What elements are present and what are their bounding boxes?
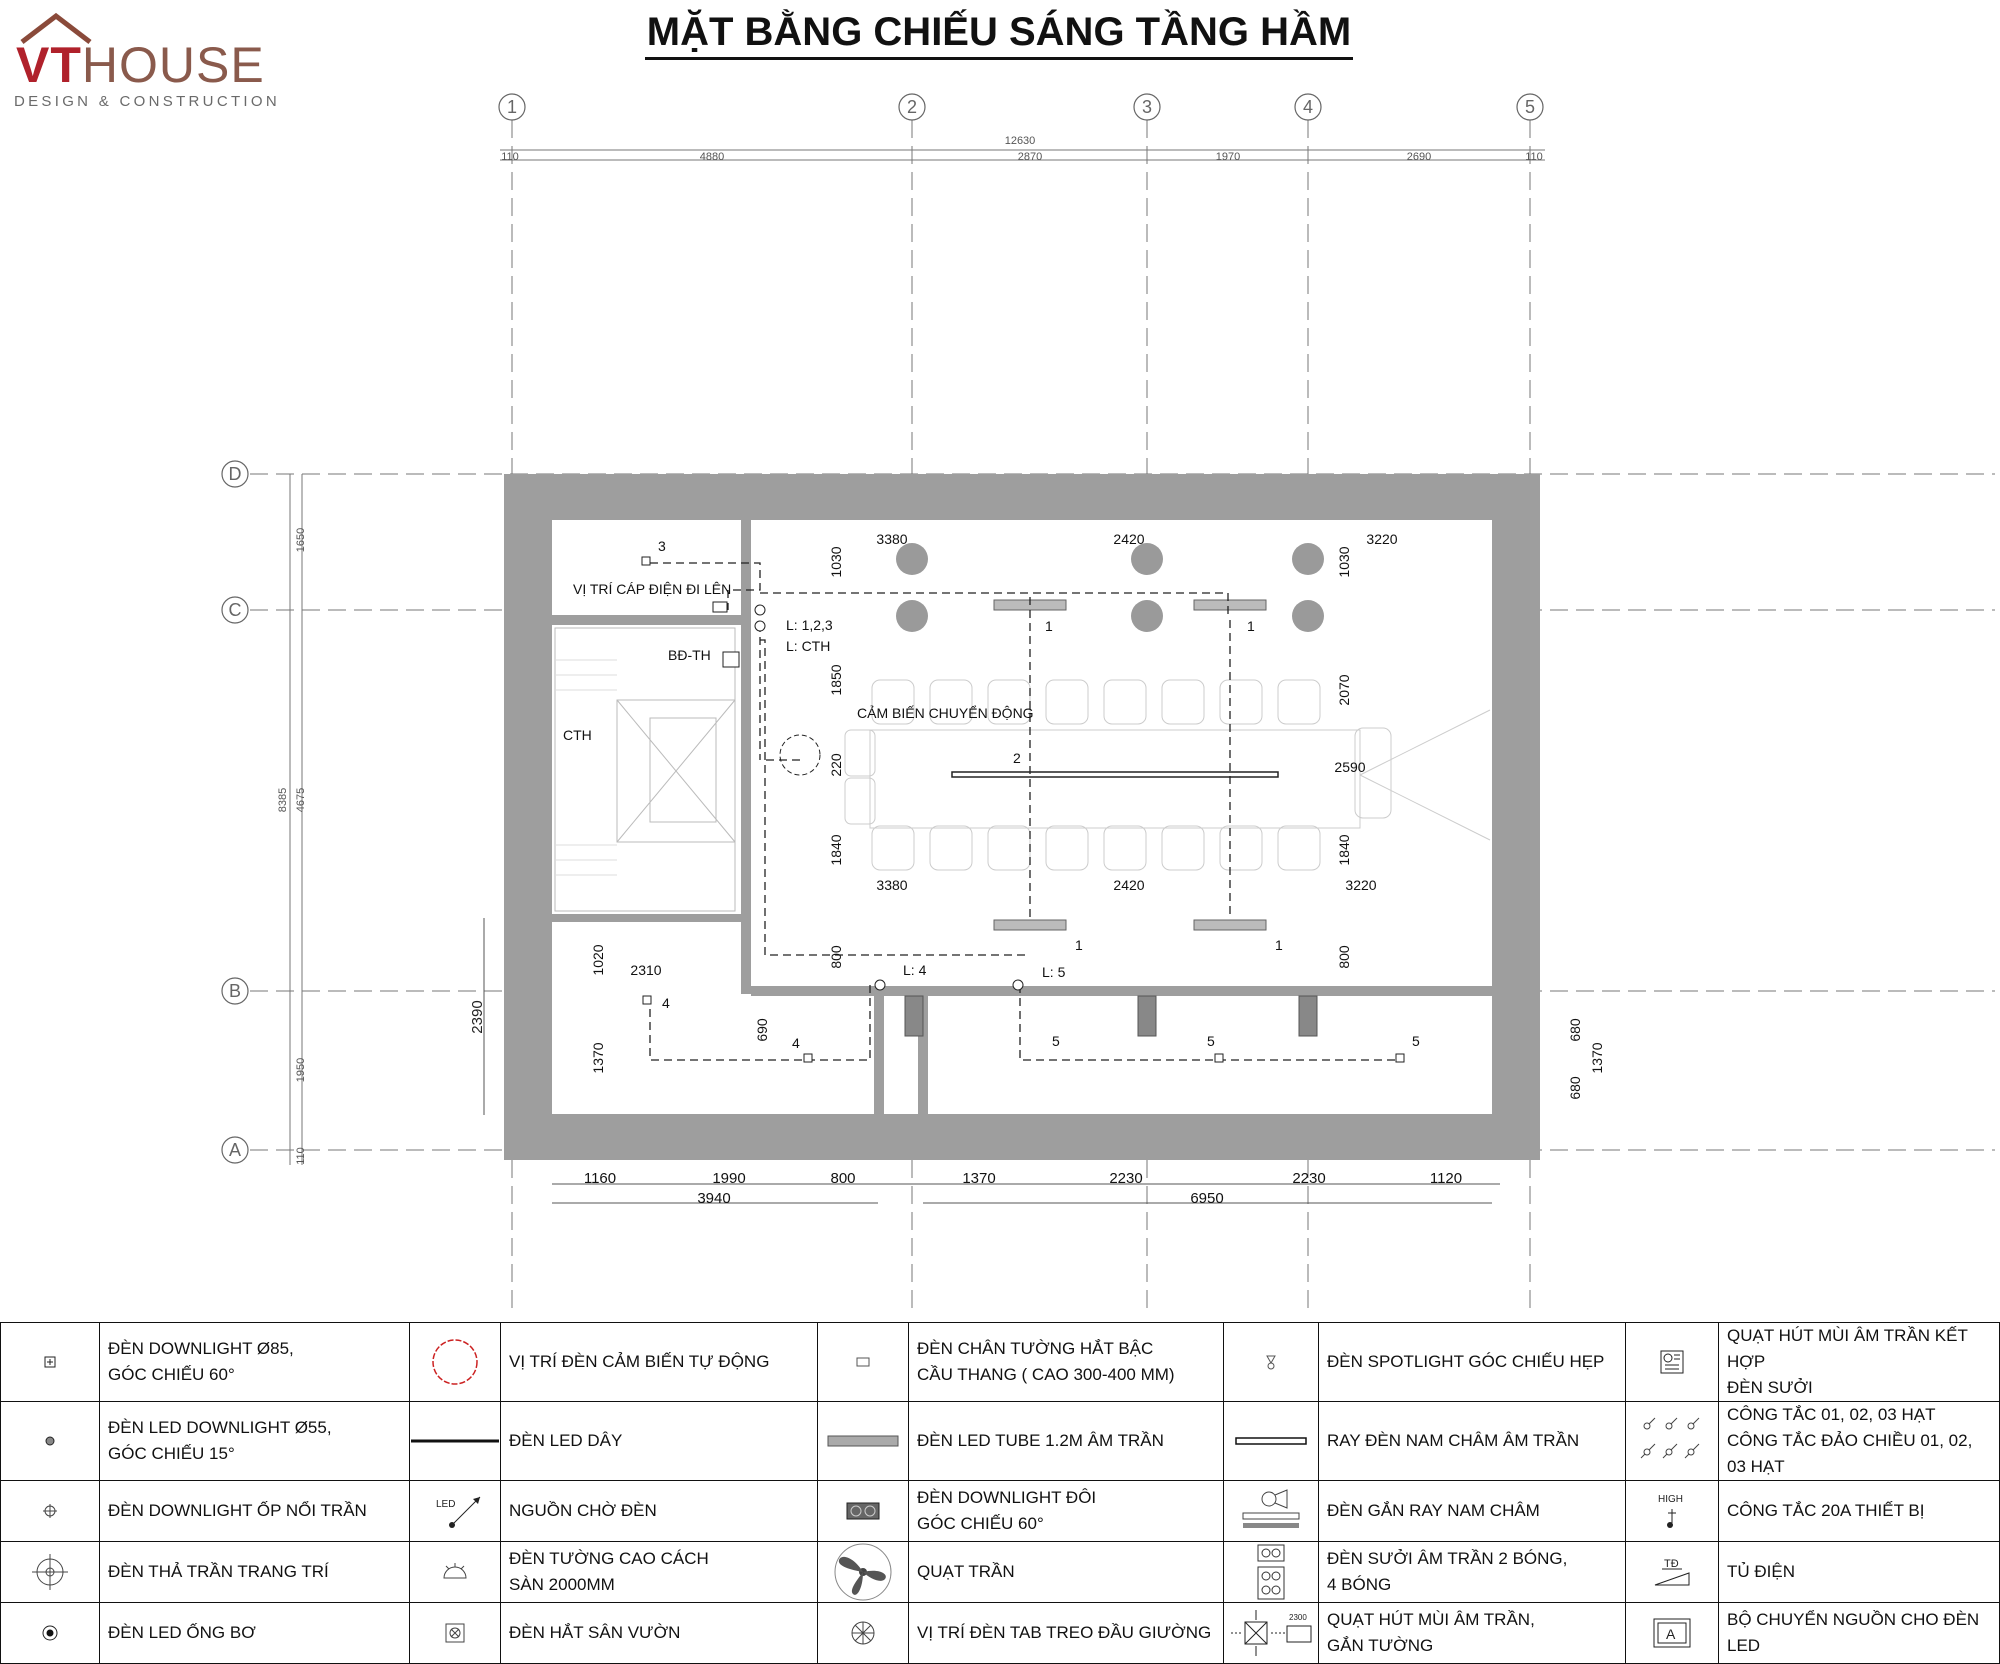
dim-room-top-1: 2420 <box>1113 531 1145 547</box>
label-l123: L: 1,2,3 <box>786 617 833 633</box>
dim-room-top-2: 3220 <box>1366 531 1398 547</box>
grid-bubble-2 <box>899 94 925 120</box>
legend-label: ĐÈN DOWNLIGHT ĐÔI GÓC CHIẾU 60° <box>909 1481 1224 1542</box>
track-spot-icon <box>1224 1481 1319 1542</box>
legend-label: VỊ TRÍ ĐÈN TAB TREO ĐẦU GIƯỜNG <box>909 1603 1224 1664</box>
legend-label: ĐÈN DOWNLIGHT Ø85, GÓC CHIẾU 60° <box>100 1323 410 1402</box>
grid-bubble-A <box>222 1137 248 1163</box>
legend-label: TỦ ĐIỆN <box>1719 1542 2000 1603</box>
grid-bubble-1 <box>499 94 525 120</box>
svg-text:4: 4 <box>1302 97 1314 117</box>
dim-room-mid-2: 3220 <box>1345 877 1377 893</box>
ceiling-heater-icon <box>1224 1542 1319 1603</box>
grid-bubble-B <box>222 978 248 1004</box>
dim-right-total: 1370 <box>1589 1042 1605 1074</box>
ceiling-fan-icon <box>818 1542 909 1603</box>
label-l5: L: 5 <box>1042 964 1066 980</box>
dim-left-0: 1650 <box>295 527 307 553</box>
legend-label: ĐÈN TƯỜNG CAO CÁCH SÀN 2000MM <box>501 1542 818 1603</box>
dim-bottom-b-0: 1370 <box>962 1170 996 1187</box>
legend-row <box>1 1323 2000 1402</box>
legend-label: NGUỒN CHỜ ĐÈN <box>501 1481 818 1542</box>
legend-label: ĐÈN DOWNLIGHT ỐP NỔI TRẦN <box>100 1481 410 1542</box>
legend-label: ĐÈN LED DÂY <box>501 1402 818 1481</box>
electrical-panel-icon <box>1626 1542 1719 1603</box>
svg-text:5: 5 <box>1524 97 1536 117</box>
svg-text:3: 3 <box>1141 97 1153 117</box>
dim-room-v-2: 220 <box>828 753 844 777</box>
magnetic-track-icon <box>1224 1402 1319 1481</box>
dim-room-right-mid: 2590 <box>1334 759 1366 775</box>
logo-wordmark: VTHOUSE <box>16 37 265 93</box>
label-circuit-1a: 1 <box>1045 618 1053 634</box>
grid-bubble-D <box>222 461 248 487</box>
svg-text:C: C <box>228 600 242 620</box>
svg-text:HIGH: HIGH <box>1658 1494 1683 1505</box>
label-circuit-4b: 4 <box>792 1035 800 1051</box>
svg-text:A: A <box>228 1140 242 1160</box>
dim-left-inner: 2390 <box>469 1000 486 1034</box>
led-can-light-icon <box>1 1603 100 1664</box>
legend-label: ĐÈN LED DOWNLIGHT Ø55, GÓC CHIẾU 15° <box>100 1402 410 1481</box>
dim-lower-left-2: 1370 <box>590 1042 606 1074</box>
dim-bottom-a-0: 1160 <box>583 1170 617 1187</box>
downlight-85-icon <box>1 1323 100 1402</box>
dim-bottom-b-total: 6950 <box>1190 1190 1224 1207</box>
page-title: MẶT BẰNG CHIẾU SÁNG TẦNG HẦM <box>645 10 1353 60</box>
dim-room-vr-4: 800 <box>1336 945 1352 969</box>
dim-room-v-0: 1030 <box>828 546 844 578</box>
dim-room-mid-0: 3380 <box>876 877 908 893</box>
grid-bubble-5 <box>1517 94 1543 120</box>
dim-top-2: 2870 <box>1017 151 1043 163</box>
svg-text:1: 1 <box>506 97 518 117</box>
label-cth: CTH <box>563 727 592 743</box>
stair-wall-light-icon <box>818 1323 909 1402</box>
svg-text:2: 2 <box>906 97 918 117</box>
dim-top-3: 1970 <box>1215 151 1241 163</box>
dim-left-2: 1950 <box>295 1057 307 1083</box>
grid-bubble-4 <box>1295 94 1321 120</box>
led-driver-icon <box>1626 1603 1719 1664</box>
label-l4: L: 4 <box>903 962 927 978</box>
legend-label: ĐÈN SPOTLIGHT GÓC CHIẾU HẸP <box>1319 1323 1626 1402</box>
logo-tagline: DESIGN & CONSTRUCTION <box>14 93 280 110</box>
dim-lower-left-1: 2310 <box>630 962 662 978</box>
dim-top-4: 2690 <box>1406 151 1432 163</box>
dim-room-v-3: 1840 <box>828 834 844 866</box>
label-circuit-5b: 5 <box>1207 1033 1215 1049</box>
label-circuit-5c: 5 <box>1412 1033 1420 1049</box>
grid-bubble-C <box>222 597 248 623</box>
dim-top-0: 110 <box>501 151 519 163</box>
legend-label: BỘ CHUYỂN NGUỒN CHO ĐÈN LED <box>1719 1603 2000 1664</box>
legend-label: ĐÈN CHÂN TƯỜNG HẮT BẬC CẦU THANG ( CAO 300-400 MM) <box>909 1323 1224 1402</box>
legend-row <box>1 1402 2000 1481</box>
spotlight-icon <box>1224 1323 1319 1402</box>
dim-room-mid-1: 2420 <box>1113 877 1145 893</box>
dim-lower-left-3: 690 <box>754 1018 770 1042</box>
double-downlight-icon <box>818 1481 909 1542</box>
legend-label: QUẠT TRẦN <box>909 1542 1224 1603</box>
svg-text:D: D <box>228 464 242 484</box>
dim-room-vr-0: 1030 <box>1336 546 1352 578</box>
dim-left-total: 8385 <box>277 787 289 813</box>
legend-row <box>1 1603 2000 1664</box>
dim-bottom-a-1: 1990 <box>712 1170 746 1187</box>
dim-bottom-a-2: 800 <box>830 1170 856 1187</box>
grid-bubble-3 <box>1134 94 1160 120</box>
label-sensor: CẢM BIẾN CHUYỂN ĐỘNG <box>857 705 1034 721</box>
switch-20a-icon <box>1626 1481 1719 1542</box>
label-circuit-1b: 1 <box>1247 618 1255 634</box>
dim-right-0: 680 <box>1567 1018 1583 1042</box>
dim-bottom-b-3: 1120 <box>1429 1170 1463 1187</box>
label-circuit-3: 3 <box>658 538 666 554</box>
dim-top-total: 12630 <box>1004 135 1036 147</box>
label-lcth: L: CTH <box>786 638 831 654</box>
label-circuit-4a: 4 <box>662 995 670 1011</box>
legend-table <box>0 1322 2000 1664</box>
dim-bottom-b-1: 2230 <box>1109 1170 1143 1187</box>
wall-light-icon <box>410 1542 501 1603</box>
dim-top-5: 110 <box>1525 151 1543 163</box>
legend-label: QUẠT HÚT MÙI ÂM TRẦN, GẮN TƯỜNG <box>1319 1603 1626 1664</box>
dim-bottom-b-2: 2230 <box>1292 1170 1326 1187</box>
legend-row <box>1 1481 2000 1542</box>
dim-bottom-a-total: 3940 <box>697 1190 731 1207</box>
svg-text:TĐ: TĐ <box>1664 1558 1679 1570</box>
dim-room-v-4: 800 <box>828 945 844 969</box>
exhaust-heater-icon <box>1626 1323 1719 1402</box>
dim-right-1: 680 <box>1567 1076 1583 1100</box>
legend-label: CÔNG TẮC 01, 02, 03 HẠT CÔNG TẮC ĐẢO CHIỀU 01, 02, 03 HẠT <box>1719 1402 2000 1481</box>
label-circuit-1d: 1 <box>1275 937 1283 953</box>
legend-label: ĐÈN SƯỞI ÂM TRẦN 2 BÓNG, 4 BÓNG <box>1319 1542 1626 1603</box>
legend-label: ĐÈN THẢ TRẦN TRANG TRÍ <box>100 1542 410 1603</box>
label-circuit-5a: 5 <box>1052 1033 1060 1049</box>
dim-room-top-0: 3380 <box>876 531 908 547</box>
dim-left-1: 4675 <box>295 787 307 813</box>
switch-icon <box>1626 1402 1719 1481</box>
dim-left-3: 110 <box>295 1147 307 1165</box>
dim-lower-left-0: 1020 <box>590 944 606 976</box>
bedside-light-icon <box>818 1603 909 1664</box>
legend-label: CÔNG TẮC 20A THIẾT BỊ <box>1719 1481 2000 1542</box>
legend-label: ĐÈN LED ỐNG BƠ <box>100 1603 410 1664</box>
led-strip-icon <box>410 1402 501 1481</box>
sensor-light-icon <box>410 1323 501 1402</box>
exhaust-fan-icon <box>1224 1603 1319 1664</box>
legend-label: ĐÈN LED TUBE 1.2M ÂM TRẦN <box>909 1402 1224 1481</box>
dim-room-vr-1: 2070 <box>1336 674 1352 706</box>
svg-text:2300: 2300 <box>1289 1613 1307 1622</box>
legend-row <box>1 1542 2000 1603</box>
led-tube-icon <box>818 1402 909 1481</box>
label-circuit-1c: 1 <box>1075 937 1083 953</box>
legend-label: ĐÈN HẮT SÂN VƯỜN <box>501 1603 818 1664</box>
label-bd: BĐ-TH <box>668 647 711 663</box>
pendant-light-icon <box>1 1542 100 1603</box>
legend-label: VỊ TRÍ ĐÈN CẢM BIẾN TỰ ĐỘNG <box>501 1323 818 1402</box>
label-cable: VỊ TRÍ CÁP ĐIỆN ĐI LÊN <box>573 581 732 597</box>
led-source-icon <box>410 1481 501 1542</box>
svg-text:B: B <box>228 981 242 1001</box>
dim-room-v-1: 1850 <box>828 664 844 696</box>
legend-label: QUẠT HÚT MÙI ÂM TRẦN KẾT HỢP ĐÈN SƯỞI <box>1719 1323 2000 1402</box>
surface-downlight-icon <box>1 1481 100 1542</box>
dim-top-1: 4880 <box>699 151 725 163</box>
label-circuit-2: 2 <box>1013 750 1021 766</box>
garden-light-icon <box>410 1603 501 1664</box>
legend-label: ĐÈN GẮN RAY NAM CHÂM <box>1319 1481 1626 1542</box>
svg-text:A: A <box>1666 1626 1676 1642</box>
legend-label: RAY ĐÈN NAM CHÂM ÂM TRẦN <box>1319 1402 1626 1481</box>
dim-room-vr-3: 1840 <box>1336 834 1352 866</box>
svg-text:LED: LED <box>436 1499 456 1510</box>
led-downlight-55-icon <box>1 1402 100 1481</box>
